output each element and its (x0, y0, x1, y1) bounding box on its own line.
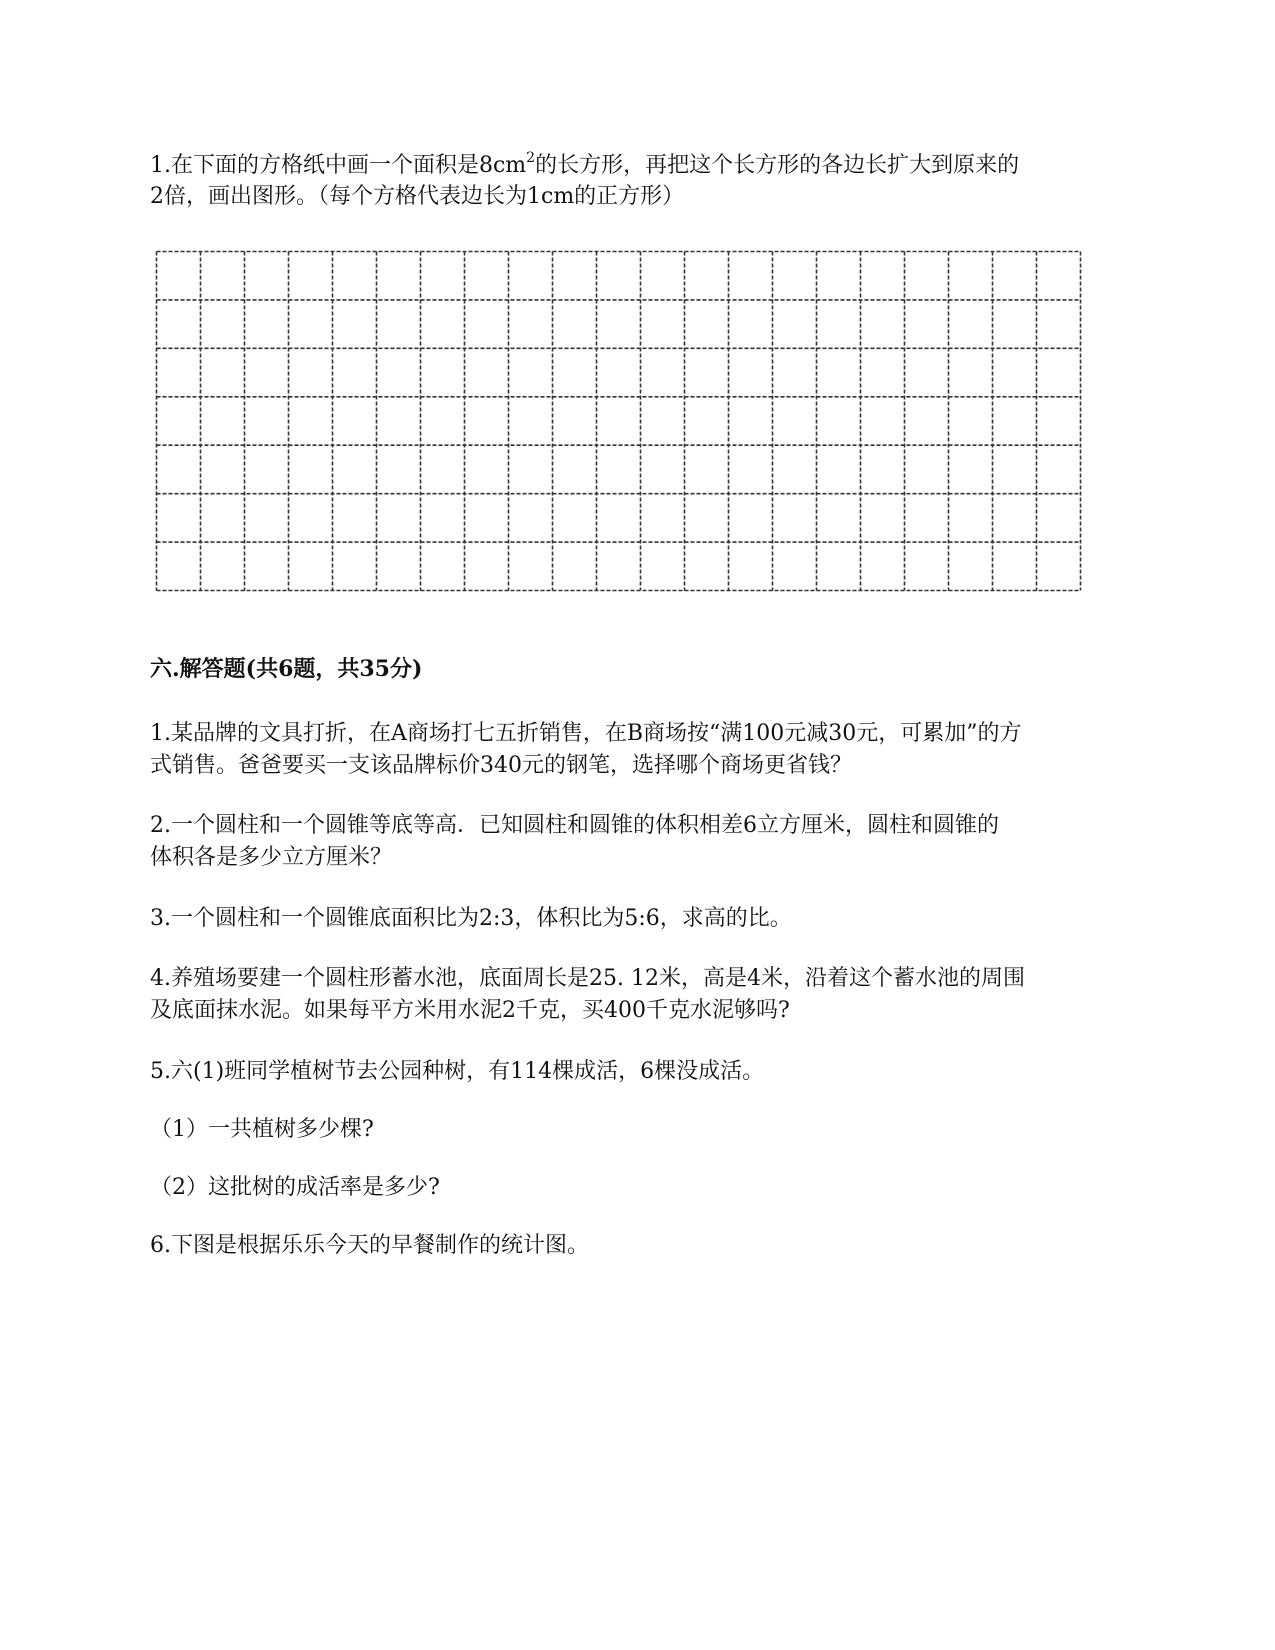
draw-question-text-post: 的长方形，再把这个长方形的各边长扩大到原来的 (535, 153, 1020, 178)
grid-paper[interactable] (155, 250, 1082, 592)
problem-4-line-2: 及底面抹水泥。如果每平方米用水泥2千克，买400千克水泥够吗? (150, 998, 790, 1023)
problem-6-line-1: 6.下图是根据乐乐今天的早餐制作的统计图。 (150, 1233, 589, 1258)
problem-1-line-2: 式销售。爸爸要买一支该品牌标价340元的钢笔，选择哪个商场更省钱？ (150, 753, 852, 778)
problem-3-line-1: 3.一个圆柱和一个圆锥底面积比为2:3，体积比为5:6，求高的比。 (150, 906, 792, 931)
problem-1-line-1: 1.某品牌的文具打折，在A商场打七五折销售，在B商场按“满100元减30元，可累加”的方 (150, 721, 1022, 746)
draw-question-text-pre: 1.在下面的方格纸中画一个面积是8cm (150, 153, 527, 178)
superscript-exponent: 2 (526, 149, 536, 166)
draw-question-line-1 (150, 150, 1019, 182)
grid-paper-svg (155, 250, 1082, 592)
problem-2-line-1: 2.一个圆柱和一个圆锥等底等高．已知圆柱和圆锥的体积相差6立方厘米，圆柱和圆锥的 (150, 813, 999, 838)
problem-4-line-1: 4.养殖场要建一个圆柱形蓄水池，底面周长是25. 12米，高是4米，沿着这个蓄水池的周围 (150, 966, 1025, 991)
draw-question-line-2: 2倍，画出图形。（每个方格代表边长为1cm的正方形） (150, 184, 685, 209)
problem-2-line-2: 体积各是多少立方厘米？ (150, 845, 393, 870)
problem-5-subquestion-1: （1）一共植树多少棵? (150, 1117, 374, 1142)
problem-5-subquestion-2: （2）这批树的成活率是多少? (150, 1175, 440, 1200)
section-title: 六.解答题(共6题，共35分) (150, 656, 423, 682)
problem-5-line-1: 5.六(1)班同学植树节去公园种树，有114棵成活，6棵没成活。 (150, 1059, 765, 1084)
